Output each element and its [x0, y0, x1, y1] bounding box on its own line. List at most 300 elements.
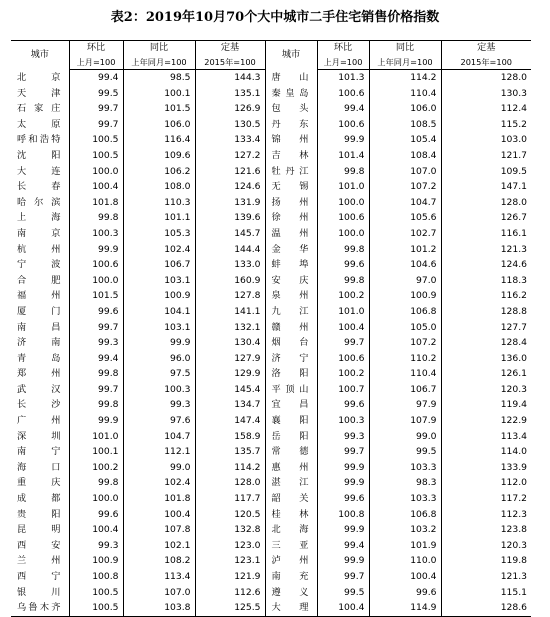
- left-yoy-cell: 102.4: [123, 475, 195, 491]
- left-city-cell: 海口: [17, 461, 61, 473]
- left-mom-cell: 101.8: [69, 195, 123, 211]
- left-yoy-cell: 102.4: [123, 242, 195, 258]
- right-city-cell: 泸州: [265, 553, 317, 569]
- left-city-cell: 南京: [17, 227, 61, 239]
- header-city-left: 城市: [11, 41, 69, 70]
- left-city-cell: 乌鲁木齐: [11, 600, 69, 616]
- table-row: [11, 444, 531, 460]
- header-yoy-right: 同比: [369, 41, 441, 56]
- table-row: [11, 273, 531, 289]
- right-mom-cell: 99.8: [317, 242, 369, 258]
- table-row: [11, 366, 531, 382]
- left-base-cell: 144.3: [195, 70, 265, 86]
- right-city-cell: 无锡: [265, 179, 317, 195]
- right-mom-cell: 100.2: [317, 366, 369, 382]
- table-row: [11, 522, 531, 538]
- left-city-cell: 北京: [17, 71, 61, 83]
- right-mom-cell: 100.6: [317, 351, 369, 367]
- left-city-cell: 西安: [17, 539, 61, 551]
- right-base-cell: 122.9: [441, 413, 531, 429]
- left-base-cell: 135.1: [195, 86, 265, 102]
- left-mom-cell: 99.7: [69, 117, 123, 133]
- header-city-right: 城市: [265, 41, 317, 70]
- subheader-base-right: 2015年=100: [441, 55, 531, 70]
- left-city-cell: 太原: [17, 118, 61, 130]
- right-yoy-cell: 97.9: [369, 397, 441, 413]
- left-base-cell: 131.9: [195, 195, 265, 211]
- table-row: [11, 148, 531, 164]
- left-city-cell: 银川: [17, 586, 61, 598]
- right-yoy-cell: 104.6: [369, 257, 441, 273]
- right-mom-cell: 99.8: [317, 164, 369, 180]
- right-city-cell: 韶关: [265, 491, 317, 507]
- right-base-cell: 118.3: [441, 273, 531, 289]
- table-row: [11, 335, 531, 351]
- table-row: [11, 491, 531, 507]
- left-base-cell: 127.2: [195, 148, 265, 164]
- right-yoy-cell: 114.9: [369, 600, 441, 616]
- left-yoy-cell: 106.7: [123, 257, 195, 273]
- table-row: [11, 164, 531, 180]
- price-index-table: [11, 40, 531, 617]
- right-base-cell: 112.3: [441, 507, 531, 523]
- right-yoy-cell: 99.6: [369, 585, 441, 601]
- right-yoy-cell: 103.3: [369, 460, 441, 476]
- left-city-cell: 沈阳: [17, 149, 61, 161]
- right-base-cell: 147.1: [441, 179, 531, 195]
- right-base-cell: 121.7: [441, 148, 531, 164]
- header-mom-right: 环比: [317, 41, 369, 56]
- table-row: [11, 382, 531, 398]
- left-base-cell: 126.9: [195, 101, 265, 117]
- left-city-cell: 长春: [17, 181, 61, 193]
- left-mom-cell: 100.4: [69, 522, 123, 538]
- table-row: [11, 397, 531, 413]
- right-mom-cell: 99.9: [317, 132, 369, 148]
- right-mom-cell: 99.9: [317, 475, 369, 491]
- right-city-cell: 秦皇岛: [265, 86, 317, 102]
- right-base-cell: 116.1: [441, 226, 531, 242]
- right-city-cell: 赣州: [265, 320, 317, 336]
- left-city-cell: 西宁: [17, 571, 61, 582]
- table-row: [11, 429, 531, 445]
- table-row: [11, 600, 531, 616]
- left-city-cell: 长沙: [17, 399, 61, 411]
- right-yoy-cell: 101.2: [369, 242, 441, 258]
- left-mom-cell: 100.9: [69, 553, 123, 569]
- left-mom-cell: 99.3: [69, 335, 123, 351]
- subheader-yoy-left: 上年同月=100: [123, 55, 195, 70]
- right-base-cell: 128.0: [441, 70, 531, 86]
- left-base-cell: 132.1: [195, 320, 265, 336]
- left-city-cell: 合肥: [17, 274, 61, 286]
- left-mom-cell: 100.1: [69, 444, 123, 460]
- right-base-cell: 113.4: [441, 429, 531, 445]
- right-yoy-cell: 107.2: [369, 335, 441, 351]
- left-yoy-cell: 97.5: [123, 366, 195, 382]
- right-city-cell: 岳阳: [265, 429, 317, 445]
- left-base-cell: 128.0: [195, 475, 265, 491]
- left-mom-cell: 100.5: [69, 600, 123, 616]
- left-base-cell: 124.6: [195, 179, 265, 195]
- left-base-cell: 121.9: [195, 569, 265, 585]
- subheader-base-left: 2015年=100: [195, 55, 265, 70]
- table-row: [11, 585, 531, 601]
- left-mom-cell: 99.5: [69, 86, 123, 102]
- left-base-cell: 123.1: [195, 553, 265, 569]
- left-yoy-cell: 99.9: [123, 335, 195, 351]
- right-mom-cell: 101.3: [317, 70, 369, 86]
- left-city-cell: 宁波: [17, 259, 61, 271]
- left-base-cell: 123.0: [195, 538, 265, 554]
- left-mom-cell: 99.9: [69, 242, 123, 258]
- table-row: [11, 507, 531, 523]
- right-yoy-cell: 107.9: [369, 413, 441, 429]
- right-city-cell: 襄阳: [265, 413, 317, 429]
- left-city-cell: 厦门: [17, 305, 61, 317]
- left-yoy-cell: 100.1: [123, 86, 195, 102]
- right-base-cell: 123.8: [441, 522, 531, 538]
- right-yoy-cell: 107.2: [369, 179, 441, 195]
- table-row: [11, 226, 531, 242]
- left-mom-cell: 99.7: [69, 382, 123, 398]
- left-base-cell: 145.4: [195, 382, 265, 398]
- right-base-cell: 117.2: [441, 491, 531, 507]
- left-mom-cell: 99.8: [69, 210, 123, 226]
- left-yoy-cell: 101.8: [123, 491, 195, 507]
- right-city-cell: 济宁: [265, 351, 317, 367]
- left-mom-cell: 100.4: [69, 179, 123, 195]
- left-yoy-cell: 106.2: [123, 164, 195, 180]
- right-city-cell: 蚌埠: [265, 257, 317, 273]
- right-city-cell: 惠州: [265, 460, 317, 476]
- right-city-cell: 平顶山: [265, 382, 317, 398]
- right-city-cell: 金华: [265, 242, 317, 258]
- left-yoy-cell: 116.4: [123, 132, 195, 148]
- right-city-cell: 吉林: [265, 148, 317, 164]
- right-mom-cell: 99.8: [317, 273, 369, 289]
- right-mom-cell: 100.4: [317, 320, 369, 336]
- left-base-cell: 120.5: [195, 507, 265, 523]
- right-mom-cell: 99.5: [317, 585, 369, 601]
- table-row: [11, 320, 531, 336]
- left-yoy-cell: 108.2: [123, 553, 195, 569]
- right-city-cell: 湛江: [265, 475, 317, 491]
- left-base-cell: 121.6: [195, 164, 265, 180]
- left-city-cell: 郑州: [17, 368, 61, 380]
- left-mom-cell: 101.5: [69, 288, 123, 304]
- left-base-cell: 158.9: [195, 429, 265, 445]
- right-yoy-cell: 106.0: [369, 101, 441, 117]
- right-yoy-cell: 100.9: [369, 288, 441, 304]
- right-yoy-cell: 110.0: [369, 553, 441, 569]
- left-city-cell: 昆明: [17, 524, 61, 536]
- left-city-cell: 上海: [17, 212, 61, 224]
- header-base-right: 定基: [441, 41, 531, 56]
- left-city-cell: 重庆: [17, 477, 61, 489]
- left-base-cell: 147.4: [195, 413, 265, 429]
- left-yoy-cell: 100.4: [123, 507, 195, 523]
- left-yoy-cell: 113.4: [123, 569, 195, 585]
- right-base-cell: 136.0: [441, 351, 531, 367]
- right-mom-cell: 101.0: [317, 304, 369, 320]
- right-yoy-cell: 105.6: [369, 210, 441, 226]
- right-base-cell: 130.3: [441, 86, 531, 102]
- right-base-cell: 109.5: [441, 164, 531, 180]
- left-yoy-cell: 107.0: [123, 585, 195, 601]
- left-base-cell: 145.7: [195, 226, 265, 242]
- left-base-cell: 135.7: [195, 444, 265, 460]
- left-mom-cell: 100.2: [69, 460, 123, 476]
- right-mom-cell: 99.6: [317, 397, 369, 413]
- left-city-cell: 南宁: [17, 446, 61, 458]
- right-base-cell: 127.7: [441, 320, 531, 336]
- right-city-cell: 桂林: [265, 507, 317, 523]
- left-mom-cell: 100.5: [69, 132, 123, 148]
- left-base-cell: 139.6: [195, 210, 265, 226]
- left-yoy-cell: 109.6: [123, 148, 195, 164]
- right-city-cell: 大理: [265, 600, 317, 616]
- right-yoy-cell: 107.0: [369, 164, 441, 180]
- right-base-cell: 121.3: [441, 242, 531, 258]
- left-city-cell: 成都: [17, 493, 61, 505]
- right-mom-cell: 100.0: [317, 226, 369, 242]
- left-city-cell: 天津: [17, 87, 61, 99]
- left-city-cell: 杭州: [17, 243, 61, 255]
- right-mom-cell: 100.6: [317, 210, 369, 226]
- table-row: [11, 195, 531, 211]
- table-row: [11, 288, 531, 304]
- right-mom-cell: 99.3: [317, 429, 369, 445]
- table-row: [11, 117, 531, 133]
- right-city-cell: 遵义: [265, 585, 317, 601]
- right-city-cell: 扬州: [265, 195, 317, 211]
- table-row: [11, 538, 531, 554]
- right-mom-cell: 100.3: [317, 413, 369, 429]
- left-city-cell: 呼和浩特: [17, 134, 61, 146]
- left-base-cell: 114.2: [195, 460, 265, 476]
- left-mom-cell: 100.6: [69, 257, 123, 273]
- subheader-yoy-right: 上年同月=100: [369, 55, 441, 70]
- left-base-cell: 133.0: [195, 257, 265, 273]
- left-yoy-cell: 103.8: [123, 600, 195, 616]
- left-base-cell: 127.9: [195, 351, 265, 367]
- table-row: [11, 179, 531, 195]
- table-row: [11, 132, 531, 148]
- right-mom-cell: 101.4: [317, 148, 369, 164]
- right-yoy-cell: 102.7: [369, 226, 441, 242]
- right-base-cell: 133.9: [441, 460, 531, 476]
- table-row: [11, 210, 531, 226]
- table-title: 表2：2019年10月70个大中城市二手住宅销售价格指数: [110, 10, 440, 25]
- left-mom-cell: 99.7: [69, 101, 123, 117]
- right-mom-cell: 99.6: [317, 491, 369, 507]
- right-mom-cell: 99.7: [317, 444, 369, 460]
- table-row: [11, 242, 531, 258]
- right-yoy-cell: 105.0: [369, 320, 441, 336]
- left-base-cell: 130.5: [195, 117, 265, 133]
- right-base-cell: 124.6: [441, 257, 531, 273]
- right-base-cell: 121.3: [441, 569, 531, 585]
- right-city-cell: 包头: [265, 101, 317, 117]
- left-mom-cell: 99.6: [69, 507, 123, 523]
- right-mom-cell: 100.6: [317, 117, 369, 133]
- left-yoy-cell: 105.3: [123, 226, 195, 242]
- right-yoy-cell: 98.3: [369, 475, 441, 491]
- left-base-cell: 134.7: [195, 397, 265, 413]
- left-yoy-cell: 106.0: [123, 117, 195, 133]
- table-row: [11, 86, 531, 102]
- table-row: [11, 475, 531, 491]
- left-yoy-cell: 112.1: [123, 444, 195, 460]
- left-mom-cell: 101.0: [69, 429, 123, 445]
- left-mom-cell: 99.9: [69, 413, 123, 429]
- left-base-cell: 129.9: [195, 366, 265, 382]
- table-row: [11, 553, 531, 569]
- left-mom-cell: 100.5: [69, 585, 123, 601]
- left-yoy-cell: 101.5: [123, 101, 195, 117]
- right-yoy-cell: 104.7: [369, 195, 441, 211]
- right-yoy-cell: 108.4: [369, 148, 441, 164]
- left-base-cell: 133.4: [195, 132, 265, 148]
- left-mom-cell: 99.6: [69, 304, 123, 320]
- left-mom-cell: 100.3: [69, 226, 123, 242]
- right-base-cell: 115.2: [441, 117, 531, 133]
- table-row: [11, 413, 531, 429]
- right-mom-cell: 101.0: [317, 179, 369, 195]
- right-mom-cell: 99.4: [317, 538, 369, 554]
- right-yoy-cell: 106.8: [369, 304, 441, 320]
- left-base-cell: 125.5: [195, 600, 265, 616]
- left-yoy-cell: 98.5: [123, 70, 195, 86]
- left-mom-cell: 99.8: [69, 366, 123, 382]
- right-city-cell: 北海: [265, 522, 317, 538]
- left-yoy-cell: 110.3: [123, 195, 195, 211]
- right-base-cell: 112.4: [441, 101, 531, 117]
- right-mom-cell: 100.2: [317, 288, 369, 304]
- left-yoy-cell: 100.9: [123, 288, 195, 304]
- table-row: [11, 257, 531, 273]
- right-mom-cell: 100.6: [317, 86, 369, 102]
- right-base-cell: 128.8: [441, 304, 531, 320]
- right-yoy-cell: 97.0: [369, 273, 441, 289]
- left-city-cell: 南昌: [17, 321, 61, 333]
- right-mom-cell: 99.9: [317, 553, 369, 569]
- subheader-mom-left: 上月=100: [69, 55, 123, 70]
- right-city-cell: 三亚: [265, 538, 317, 554]
- right-city-cell: 锦州: [265, 132, 317, 148]
- left-yoy-cell: 103.1: [123, 320, 195, 336]
- left-mom-cell: 100.0: [69, 273, 123, 289]
- table-row: [11, 70, 531, 86]
- header-mom-left: 环比: [69, 41, 123, 56]
- right-city-cell: 南充: [265, 569, 317, 585]
- right-base-cell: 119.8: [441, 553, 531, 569]
- right-city-cell: 温州: [265, 226, 317, 242]
- right-mom-cell: 99.9: [317, 460, 369, 476]
- left-yoy-cell: 97.6: [123, 413, 195, 429]
- right-base-cell: 128.6: [441, 600, 531, 616]
- left-city-cell: 福州: [17, 290, 61, 302]
- right-mom-cell: 99.7: [317, 569, 369, 585]
- left-city-cell: 济南: [17, 337, 61, 349]
- left-mom-cell: 99.4: [69, 351, 123, 367]
- left-yoy-cell: 104.1: [123, 304, 195, 320]
- left-yoy-cell: 96.0: [123, 351, 195, 367]
- left-yoy-cell: 101.1: [123, 210, 195, 226]
- right-base-cell: 128.0: [441, 195, 531, 211]
- left-mom-cell: 99.8: [69, 475, 123, 491]
- right-city-cell: 烟台: [265, 335, 317, 351]
- left-city-cell: 贵阳: [17, 508, 61, 520]
- left-yoy-cell: 99.0: [123, 460, 195, 476]
- left-yoy-cell: 108.0: [123, 179, 195, 195]
- right-city-cell: 宜昌: [265, 397, 317, 413]
- right-base-cell: 120.3: [441, 538, 531, 554]
- right-yoy-cell: 110.2: [369, 351, 441, 367]
- left-city-cell: 石家庄: [17, 103, 61, 115]
- left-base-cell: 117.7: [195, 491, 265, 507]
- right-city-cell: 九江: [265, 304, 317, 320]
- right-yoy-cell: 114.2: [369, 70, 441, 86]
- right-city-cell: 唐山: [265, 70, 317, 86]
- right-yoy-cell: 106.8: [369, 507, 441, 523]
- right-city-cell: 徐州: [265, 210, 317, 226]
- left-yoy-cell: 107.8: [123, 522, 195, 538]
- right-base-cell: 128.4: [441, 335, 531, 351]
- table-row: [11, 460, 531, 476]
- left-base-cell: 144.4: [195, 242, 265, 258]
- right-base-cell: 114.0: [441, 444, 531, 460]
- left-city-cell: 哈尔滨: [17, 196, 61, 208]
- table-row: [11, 304, 531, 320]
- header-base-left: 定基: [195, 41, 265, 56]
- right-yoy-cell: 110.4: [369, 86, 441, 102]
- table-row: [11, 351, 531, 367]
- right-mom-cell: 99.4: [317, 101, 369, 117]
- left-yoy-cell: 102.1: [123, 538, 195, 554]
- right-yoy-cell: 105.4: [369, 132, 441, 148]
- right-yoy-cell: 99.0: [369, 429, 441, 445]
- left-base-cell: 132.8: [195, 522, 265, 538]
- right-mom-cell: 100.7: [317, 382, 369, 398]
- right-mom-cell: 100.8: [317, 507, 369, 523]
- right-yoy-cell: 108.5: [369, 117, 441, 133]
- right-yoy-cell: 99.5: [369, 444, 441, 460]
- left-mom-cell: 99.7: [69, 320, 123, 336]
- left-city-cell: 广州: [17, 415, 61, 427]
- left-mom-cell: 99.8: [69, 397, 123, 413]
- left-yoy-cell: 99.3: [123, 397, 195, 413]
- right-base-cell: 103.0: [441, 132, 531, 148]
- right-city-cell: 丹东: [265, 117, 317, 133]
- right-city-cell: 洛阳: [265, 366, 317, 382]
- left-base-cell: 112.6: [195, 585, 265, 601]
- right-city-cell: 安庆: [265, 273, 317, 289]
- left-yoy-cell: 100.3: [123, 382, 195, 398]
- left-mom-cell: 100.0: [69, 491, 123, 507]
- right-yoy-cell: 100.4: [369, 569, 441, 585]
- left-mom-cell: 100.5: [69, 148, 123, 164]
- right-yoy-cell: 101.9: [369, 538, 441, 554]
- table-row: [11, 101, 531, 117]
- left-base-cell: 160.9: [195, 273, 265, 289]
- left-base-cell: 130.4: [195, 335, 265, 351]
- subheader-mom-right: 上月=100: [317, 55, 369, 70]
- right-mom-cell: 99.6: [317, 257, 369, 273]
- left-mom-cell: 99.3: [69, 538, 123, 554]
- left-yoy-cell: 103.1: [123, 273, 195, 289]
